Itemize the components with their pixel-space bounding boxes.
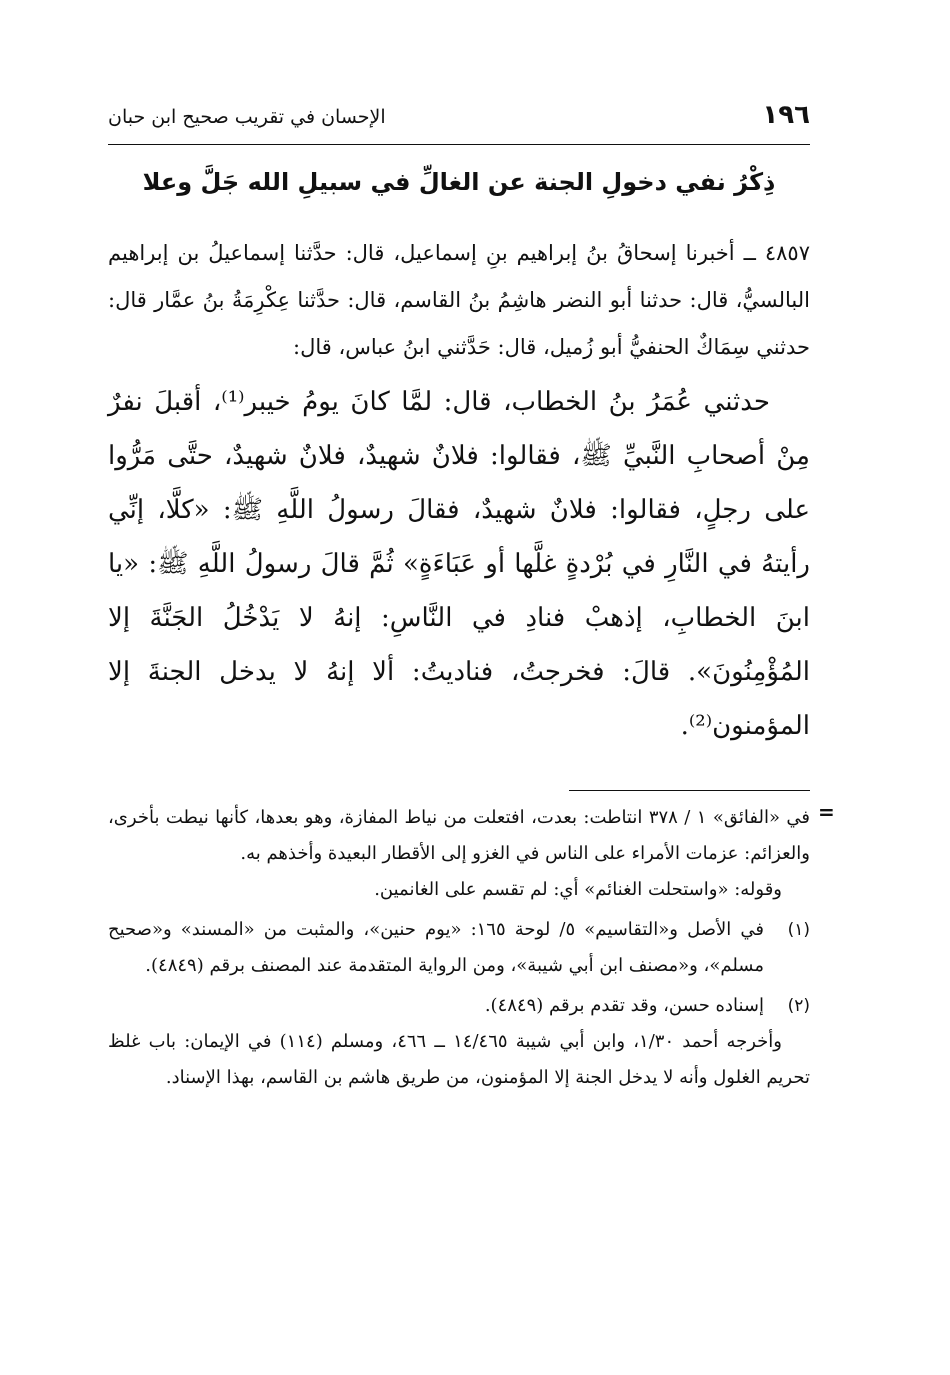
hadith-matn: حدثني عُمَرُ بنُ الخطاب، قال: لمَّا كانَ يومُ خيبر⁽¹⁾، أقبلَ نفرٌ مِنْ أصحابِ النَّبيِّ ﷺ، فقالوا: فلانٌ شهيدٌ، فلانٌ شهيدٌ، حتَّى مَرُّوا على رجلٍ، فقالوا: فلانٌ شهيدٌ، فقالَ رسولُ اللَّهِ ﷺ: «كلَّا، إنِّي رأيتهُ في النَّارِ في بُرْدةٍ غلَّها أو عَبَاءَةٍ» ثُمَّ قالَ رسولُ اللَّهِ ﷺ: «يا ابنَ الخطابِ، إذهبْ فنادِ في النَّاسِ: إنهُ لا يَدْخُلُ الجَنَّةَ إلا المُؤْمِنُونَ». قالَ: فخرجتُ، فناديتُ: ألا إنهُ لا يدخل الجنةَ إلا المؤمنون⁽²⁾. xyxy=(108,387,810,741)
footnote-text: إسناده حسن، وقد تقدم برقم (٤٨٤٩). xyxy=(484,995,764,1016)
page-number: ١٩٦ xyxy=(762,100,810,130)
footnote-2-continued: وأخرجه أحمد ١/٣٠، وابن أبي شيبة ١٤/٤٦٥ ــ ٤٦٦، ومسلم (١١٤) في الإيمان: باب غلظ تحريم الغلول وأنه لا يدخل الجنة إلا المؤمنون، من طريق هاشم بن القاسم، بهذا الإسناد. xyxy=(108,1031,810,1088)
hadith-isnad: ٤٨٥٧ ــ أخبرنا إسحاقُ بنُ إبراهيم بنِ إسماعيل، قال: حدَّثنا إسماعيلُ بن إبراهيم البالسيُّ، قال: حدثنا أبو النضر هاشِمُ بنُ القاسم، قال: حدَّثنا عِكْرِمَةُ بنُ عمَّار قال: حدثني سِمَاكٌ الحنفيُّ أبو زُميل، قال: حَدَّثني ابنُ عباس، قال: xyxy=(108,241,810,359)
footnote-text: في الأصل و«التقاسيم» ٥/ لوحة ١٦٥: «يوم حنين»، والمثبت من «المسند» و«صحيح مسلم»، و«مصنف ابن أبي شيبة»، ومن الرواية المتقدمة عند المصنف برقم (٤٨٤٩). xyxy=(108,919,764,976)
running-title: الإحسان في تقريب صحيح ابن حبان xyxy=(108,106,386,128)
chapter-title: ذِكْرُ نفي دخولِ الجنة عن الغالِّ في سبيلِ الله جَلَّ وعلا xyxy=(142,168,776,196)
footnote-continued-text: في «الفائق» ١ / ٣٧٨ انتاطت: بعدت، افتعلت من نياط المفازة، وهو بعدها، كأنها نيطت بأخرى، والعزائم: عزمات الأمراء على الناس في الغزو إلى الأقطار البعيدة وأخذهم به. xyxy=(108,807,810,864)
running-header xyxy=(108,98,810,140)
footnote-continued-note: وقوله: «واستحلت الغنائم» أي: لم تقسم على الغانمين. xyxy=(374,879,782,900)
footnote-continuation-mark: = xyxy=(818,800,835,824)
hadith-body xyxy=(108,230,810,753)
header-rule xyxy=(108,144,810,145)
footnote-2 xyxy=(108,988,810,1024)
footnotes xyxy=(108,800,810,1096)
footnote-1 xyxy=(108,912,810,984)
footnote-number: (١) xyxy=(787,920,810,940)
footnote-rule xyxy=(569,790,810,791)
footnote-number: (٢) xyxy=(787,996,810,1016)
